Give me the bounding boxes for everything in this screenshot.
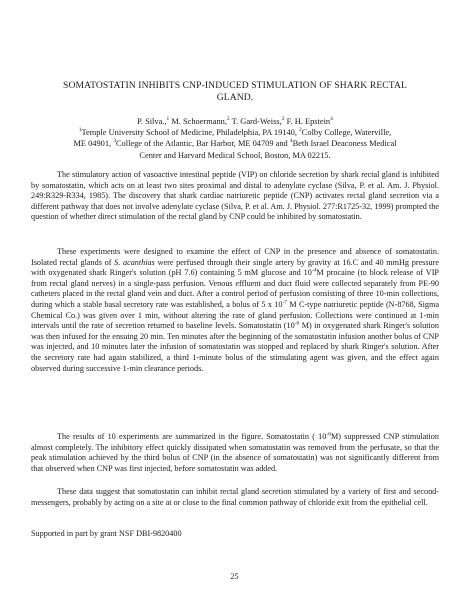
- funding-note: Supported in part by grant NSF DBI-9820400: [31, 529, 182, 538]
- author-sup: 1: [166, 116, 170, 123]
- exponent: -6: [294, 320, 300, 327]
- paragraph-conclusion: These data suggest that somatostatin can inhibit rectal gland secretion stimulated by a variety of first and second-messengers, probably by acting on a site at or close to the final common pathway of chloride exit from the epithelial cell.: [31, 487, 439, 507]
- exponent: -7: [282, 299, 288, 306]
- affiliation-sup: 3: [113, 138, 116, 145]
- results-text: M) suppressed CNP stimulation almost completely. The inhibitory effect quickly dissipated when somatostatin was removed from the perfusate, so that the peak stimulation achieved by the third bolus of CNP (in the absence of somatostatin) was not significantly different from that observed when CNP was first injected, before somatostatin was added.: [31, 432, 439, 473]
- author-silva: P. Silva.,: [137, 117, 167, 126]
- methods-text: M) in oxygenated shark Ringer's solution was then infused for the ensuing 20 min. Ten minutes after the beginning of the somatostatin infusion another bolus of CNP was injected, and 10 minutes later the infusion of somatostatin was stopped and replaced by shark Ringer's solution. After the secretory rate had again stabilized, a third 1-minute bolus of the stimulating agent was given, and the effect again observed during successive 1-min clearance periods.: [31, 321, 439, 373]
- author-sup: 4: [330, 116, 333, 123]
- affiliation-sup: 4: [289, 138, 293, 145]
- author-gard-weiss: T. Gard-Weiss,: [229, 117, 282, 126]
- methods-text: were perfused through their single artery by gravity at 16.C and 40 mmHg pressure with oxygenated shark Ringer's solution (pH 7.6) containing 5 mM glucose and 10: [31, 257, 440, 278]
- exponent: -4: [311, 267, 317, 274]
- author-sup: 2: [281, 116, 285, 123]
- title-line-1: SOMATOSTATIN INHIBITS CNP-INDUCED STIMULATION OF SHARK RECTAL: [63, 80, 407, 91]
- species-name: S. acanthias: [114, 257, 155, 267]
- methods-text: M C-type natriuretic peptide (N-8768, Sigma Chemical Co.) was given over 1 min, without altering the rate of gland perfusion. Collections were continued at 1-min intervals until the rate of secretion returned to baseline levels. Somatostatin (10: [31, 299, 439, 331]
- author-schoermann: M. Schoermann,: [169, 117, 227, 126]
- paper-title: [40, 80, 430, 104]
- author-epstein: F. H. Epstein: [284, 117, 331, 126]
- exponent: -6: [326, 431, 331, 438]
- affiliation-sup: 1: [78, 127, 82, 134]
- affiliation-sup: 2: [299, 127, 302, 134]
- affiliation-temple: Temple University School of Medicine, Philadelphia, PA 19140,: [81, 128, 300, 138]
- title-line-2: GLAND.: [216, 92, 254, 103]
- results-text: The results of 10 experiments are summarized in the figure. Somatostatin ( 10: [57, 432, 327, 441]
- paragraph-results: [31, 432, 439, 474]
- page-number: 25: [230, 572, 239, 581]
- paragraph-introduction: The stimulatory action of vasoactive intestinal peptide (VIP) on chloride secretion by shark rectal gland is inhibited by somatostatin, which acts on at least two sites proximal and distal to adenylate cyclase (Silva, P. et al. Am. J. Physiol. 249:R329-R334, 1985). The discovery that shark cardiac natriuretic peptide (CNP) activates rectal gland secretion via a different pathway that does not involve adenylate cyclase (Silva, P. et al. Am. J. Physiol. 277:R1725-32, 1999) prompted the question of whether direct stimulation of the rectal gland by CNP could be inhibited by somatostatin.: [31, 170, 439, 222]
- author-sup: 2: [226, 116, 230, 123]
- methods-text: M procaine (to block release of VIP from rectal gland nerves) in a single-pass perfusion. Venous effluent and duct fluid were collected separately from PE-90 catheters placed in the rectal gland vein and duct. After a control period of perfusion consisting of three 10-min collections, during which a stable basal secretory rate was established, a bolus of 5 x 10: [31, 268, 439, 309]
- affiliation-colby: Colby College, Waterville,: [301, 128, 392, 138]
- author-block: [30, 116, 440, 161]
- affiliation-atlantic: College of the Atlantic, Bar Harbor, ME 04709 and: [115, 139, 290, 149]
- affiliation-colby-cont: ME 04901,: [73, 139, 114, 149]
- affiliation-harvard: Center and Harvard Medical School, Boston, MA 02215.: [139, 150, 331, 160]
- paragraph-methods: [31, 247, 439, 374]
- affiliation-beth-israel: Beth Israel Deaconess Medical: [292, 139, 397, 149]
- methods-text: These experiments were designed to examine the effect of CNP in the presence and absence of somatostatin. Isolated rectal glands of: [31, 247, 439, 267]
